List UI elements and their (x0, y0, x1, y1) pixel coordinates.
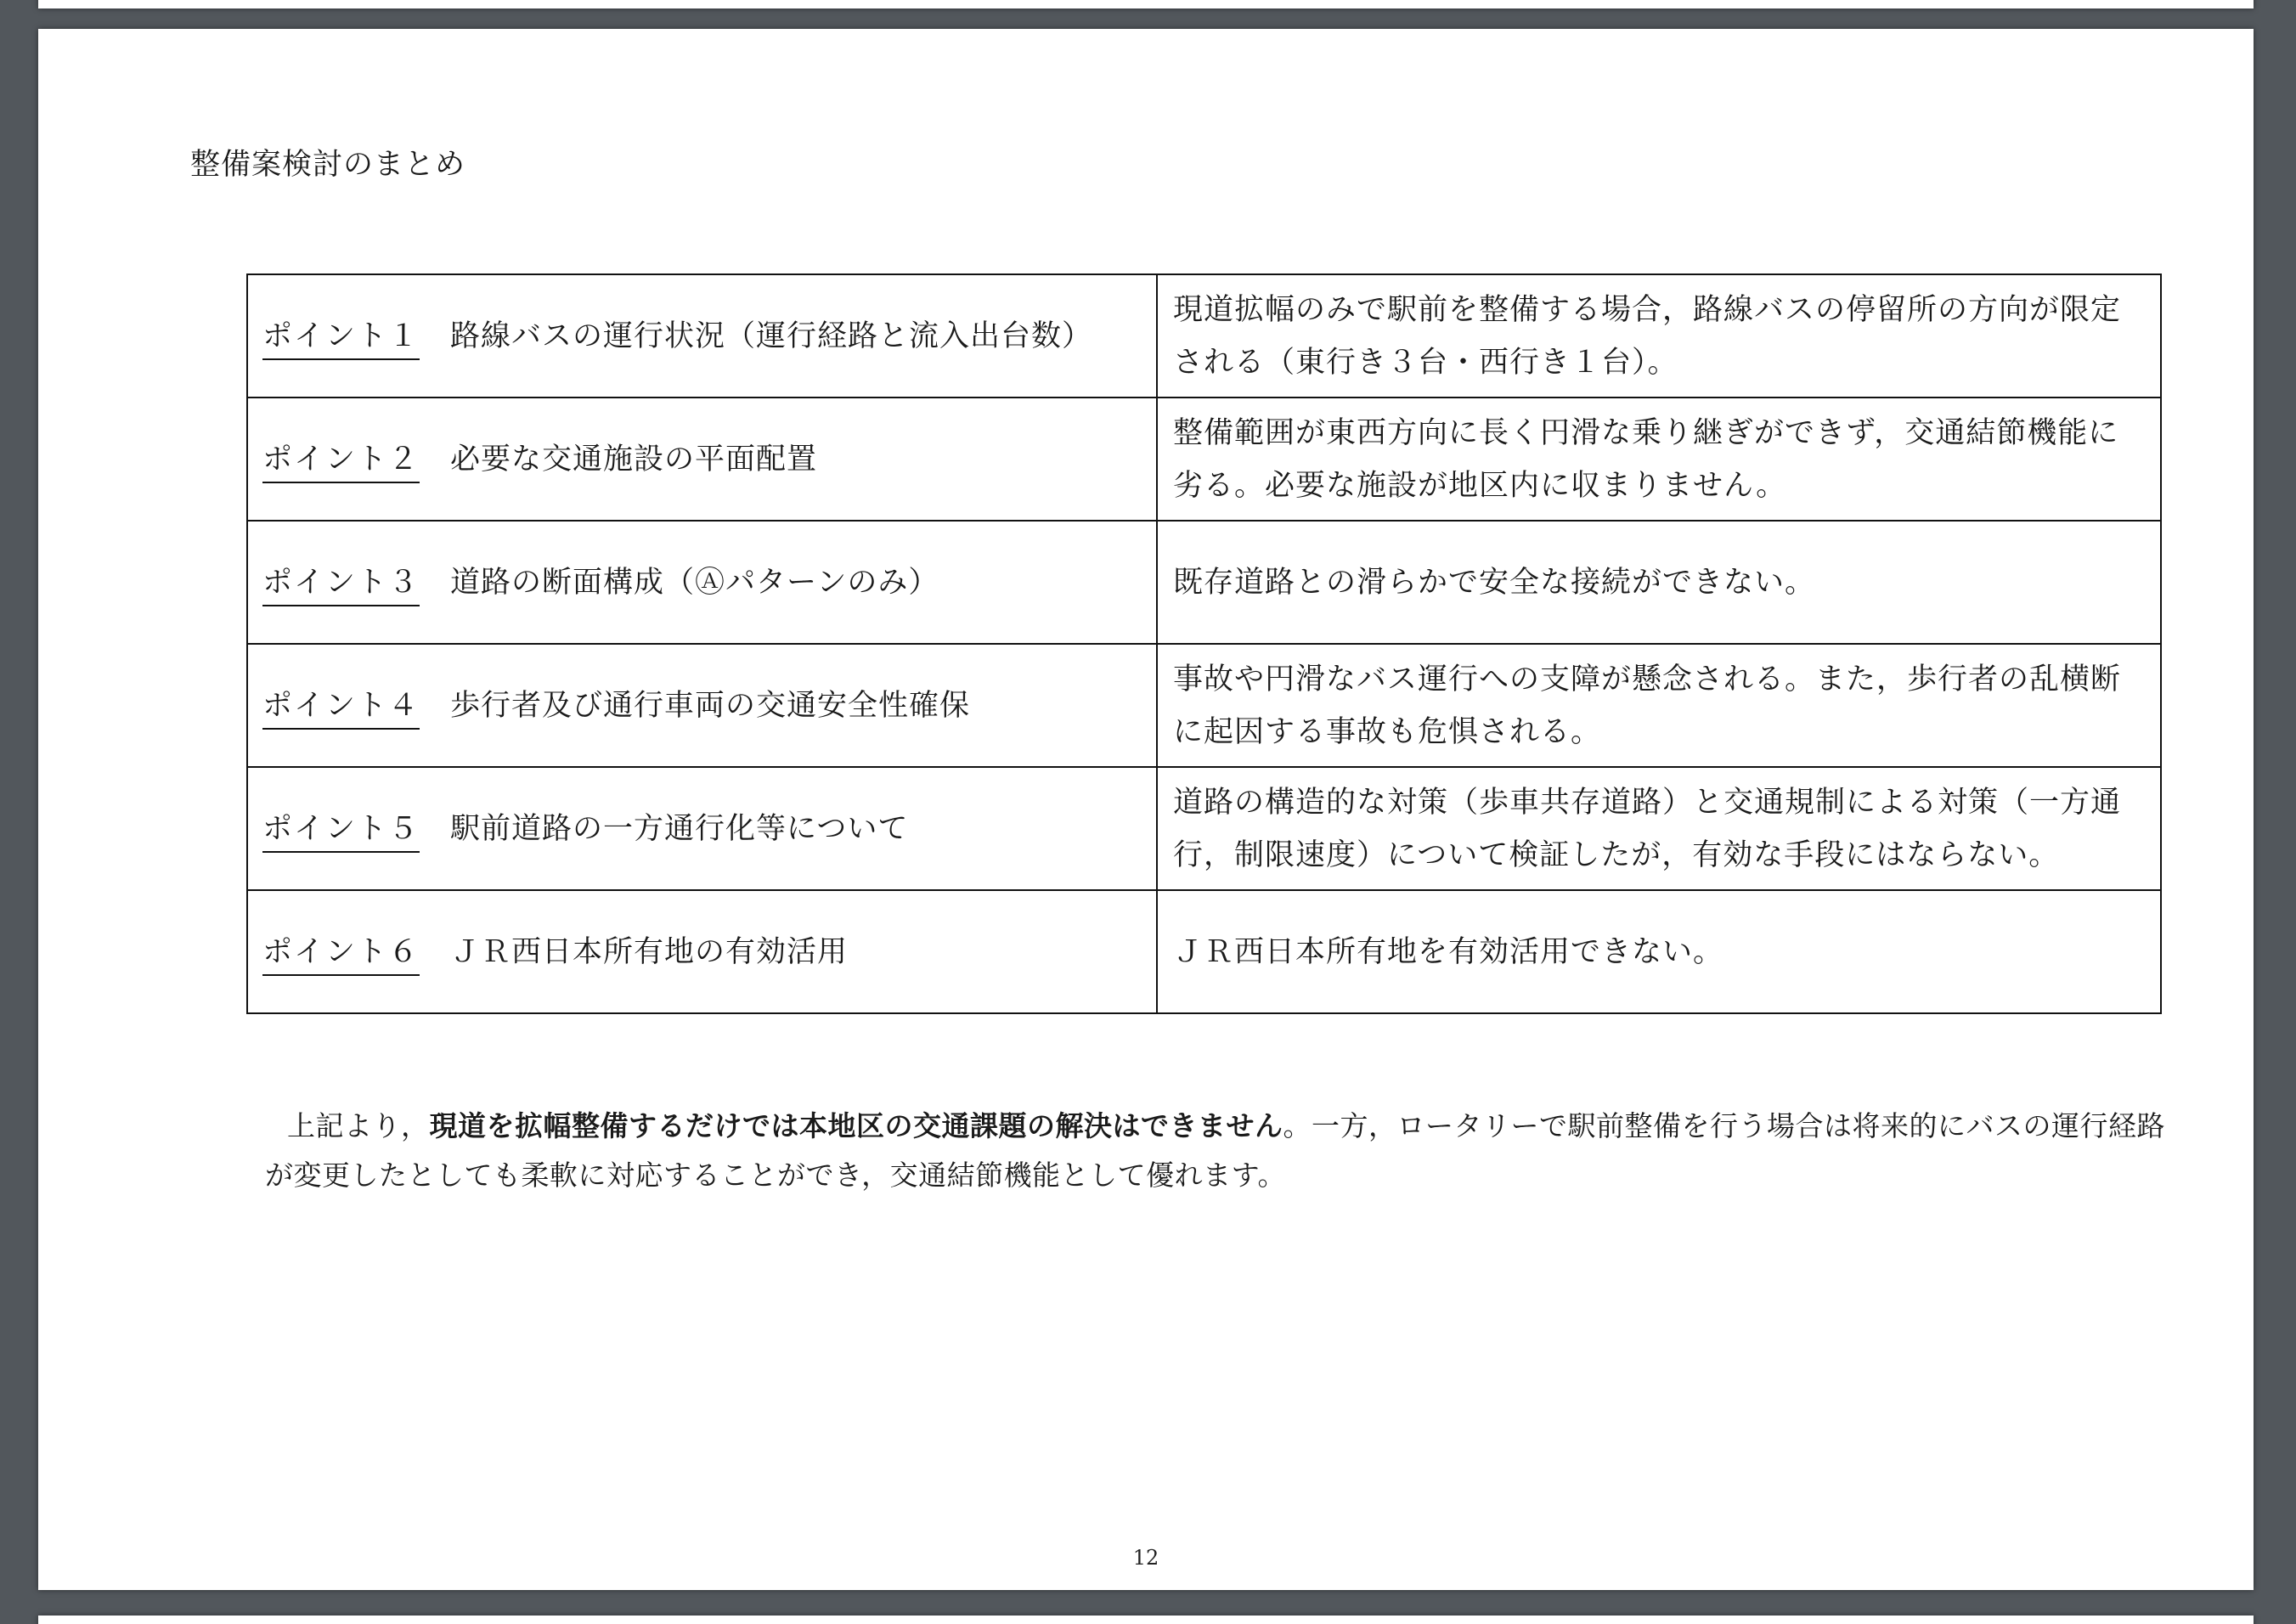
point-cell (247, 890, 1157, 1013)
point-title: 歩行者及び通行車両の交通安全性確保 (450, 688, 971, 723)
point-label: ポイント６ (262, 928, 420, 976)
table-row (247, 521, 2161, 644)
point-label: ポイント２ (262, 436, 420, 483)
table-row (247, 890, 2161, 1013)
conclusion-prefix: 上記より， (287, 1109, 430, 1142)
point-title: 必要な交通施設の平面配置 (450, 442, 818, 476)
page-heading: 整備案検討のまとめ (190, 148, 466, 182)
conclusion-paragraph (265, 1102, 2193, 1200)
table-row (247, 644, 2161, 767)
document-page (38, 29, 2254, 1590)
summary-table (246, 273, 2162, 1014)
point-label: ポイント１ (262, 313, 420, 360)
point-label: ポイント４ (262, 682, 420, 730)
table-row (247, 398, 2161, 521)
point-description: 事故や円滑なバス運行への支障が懸念される。また，歩行者の乱横断に起因する事故も危惧される。 (1157, 644, 2161, 767)
next-page-edge (38, 1616, 2254, 1624)
point-cell (247, 521, 1157, 644)
point-label: ポイント５ (262, 805, 420, 853)
point-cell (247, 644, 1157, 767)
point-title: 駅前道路の一方通行化等について (450, 811, 909, 846)
point-label: ポイント３ (262, 559, 420, 606)
conclusion-suffix: 。一方，ロータリーで駅前整備を行う場合は将来的にバスの運行経路が変更したとしても柔軟に対応することができ，交通結節機能として優れます。 (265, 1109, 2165, 1192)
point-title: ＪＲ西日本所有地の有効活用 (450, 934, 849, 969)
point-title: 道路の断面構成（Ⓐパターンのみ） (450, 565, 939, 600)
point-cell (247, 398, 1157, 521)
previous-page-edge (38, 0, 2254, 8)
point-description: ＪＲ西日本所有地を有効活用できない。 (1157, 890, 2161, 1013)
table-row (247, 274, 2161, 398)
point-description: 道路の構造的な対策（歩車共存道路）と交通規制による対策（一方通行，制限速度）について検証したが，有効な手段にはならない。 (1157, 767, 2161, 890)
point-cell (247, 274, 1157, 398)
point-description: 既存道路との滑らかで安全な接続ができない。 (1157, 521, 2161, 644)
point-title: 路線バスの運行状況（運行経路と流入出台数） (450, 319, 1093, 353)
conclusion-emphasis: 現道を拡幅整備するだけでは本地区の交通課題の解決はできません (429, 1109, 1283, 1142)
point-description: 整備範囲が東西方向に長く円滑な乗り継ぎができず，交通結節機能に劣る。必要な施設が地区内に収まりません。 (1157, 398, 2161, 521)
page-number: 12 (1132, 1546, 1159, 1570)
point-description: 現道拡幅のみで駅前を整備する場合，路線バスの停留所の方向が限定される（東行き３台・西行き１台）。 (1157, 274, 2161, 398)
table-row (247, 767, 2161, 890)
point-cell (247, 767, 1157, 890)
